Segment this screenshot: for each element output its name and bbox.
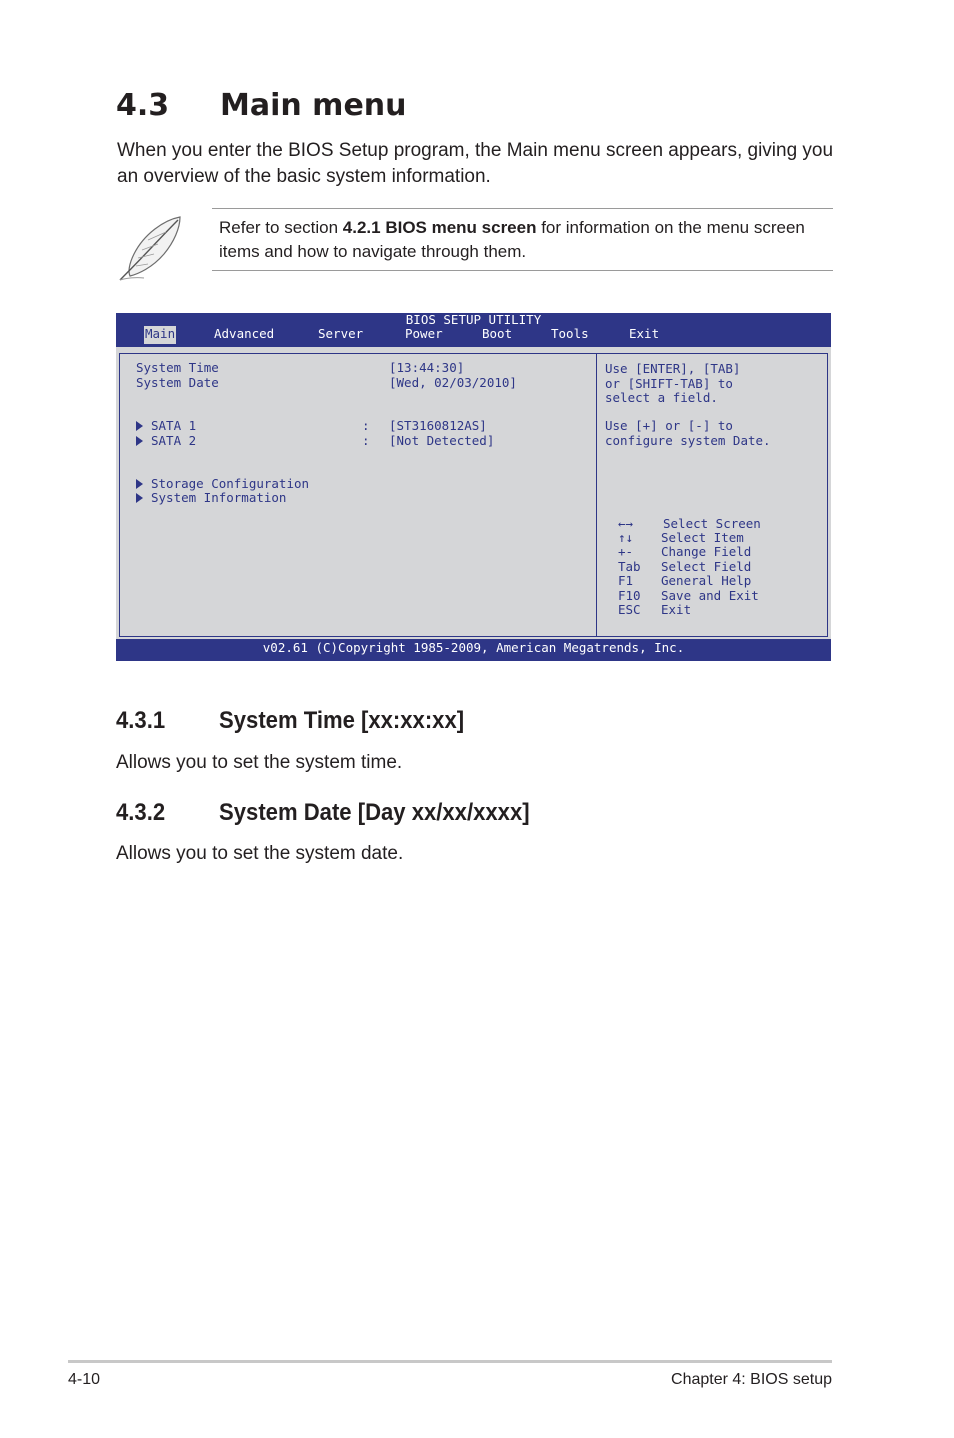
subsection-number: 4.3.1 xyxy=(116,707,166,734)
submenu-sata1[interactable] xyxy=(136,419,196,434)
footer-rule xyxy=(68,1360,832,1363)
note-reference: 4.2.1 BIOS menu screen xyxy=(342,218,537,237)
key-action: Change Field xyxy=(661,544,752,559)
note-suffix: for information on the menu screen items and how to navigate through them. xyxy=(219,218,805,261)
key-action: Save and Exit xyxy=(661,588,759,603)
section-title: Main menu xyxy=(220,88,407,123)
bios-tab-tools[interactable]: Tools xyxy=(551,326,589,341)
note-top-rule xyxy=(212,208,833,209)
note-bottom-rule xyxy=(212,270,833,271)
triangle-right-icon xyxy=(136,421,143,431)
help-line: select a field. xyxy=(605,390,718,405)
chapter-label: Chapter 4: BIOS setup xyxy=(671,1371,832,1388)
bios-copyright: v02.61 (C)Copyright 1985-2009, American Megatrends, Inc. xyxy=(262,640,685,655)
storage-configuration-label: Storage Configuration xyxy=(151,476,310,491)
field-system-date-value[interactable]: [Wed, 02/03/2010] xyxy=(389,375,517,390)
submenu-sata2[interactable] xyxy=(136,434,196,449)
key-f1: F1 xyxy=(618,573,634,588)
page-number: 4-10 xyxy=(68,1371,101,1388)
feather-note-icon xyxy=(114,214,186,282)
system-information-label: System Information xyxy=(151,490,287,505)
sata2-separator: : xyxy=(362,433,370,448)
bios-panel-divider xyxy=(596,353,597,637)
field-system-time-value[interactable]: [13:44:30] xyxy=(389,360,465,375)
field-system-time-label[interactable]: System Time xyxy=(136,360,219,375)
bios-screen xyxy=(116,313,831,661)
key-action: Select Screen xyxy=(663,516,761,531)
bios-tab-exit[interactable]: Exit xyxy=(629,326,660,341)
key-esc: ESC xyxy=(618,602,641,617)
bios-tab-power[interactable]: Power xyxy=(405,326,443,341)
section-number: 4.3 xyxy=(116,88,170,123)
sata1-label: SATA 1 xyxy=(151,418,197,433)
subsection-number: 4.3.2 xyxy=(116,799,166,826)
system-time-description: Allows you to set the system time. xyxy=(116,752,403,773)
key-action: Select Item xyxy=(661,530,744,545)
note-text xyxy=(219,216,831,264)
help-line: Use [+] or [-] to xyxy=(605,418,733,433)
key-f10: F10 xyxy=(618,588,641,603)
key-arrows-ud: ↑↓ xyxy=(618,530,634,545)
triangle-right-icon xyxy=(136,493,143,503)
sata1-separator: : xyxy=(362,418,370,433)
subsection-heading-system-time xyxy=(116,706,464,736)
key-tab: Tab xyxy=(618,559,641,574)
subsection-heading-system-date xyxy=(116,798,530,828)
bios-tab-advanced[interactable]: Advanced xyxy=(214,326,275,341)
submenu-system-information[interactable] xyxy=(136,491,286,506)
bios-tab-server[interactable]: Server xyxy=(318,326,364,341)
bios-tab-main[interactable]: Main xyxy=(144,326,176,344)
sata1-value: [ST3160812AS] xyxy=(389,418,487,433)
key-action: General Help xyxy=(661,573,752,588)
intro-paragraph: When you enter the BIOS Setup program, the Main menu screen appears, giving you an overview of the basic system information. xyxy=(117,140,834,187)
help-line: or [SHIFT-TAB] to xyxy=(605,376,733,391)
section-heading xyxy=(116,86,407,126)
key-action: Select Field xyxy=(661,559,752,574)
note-prefix: Refer to section xyxy=(219,218,343,237)
bios-tab-boot[interactable]: Boot xyxy=(482,326,513,341)
sata2-value: [Not Detected] xyxy=(389,433,495,448)
field-system-date-label[interactable]: System Date xyxy=(136,375,219,390)
system-date-description: Allows you to set the system date. xyxy=(116,843,404,864)
key-action: Exit xyxy=(661,602,692,617)
subsection-title: System Date [Day xx/xx/xxxx] xyxy=(219,799,530,826)
help-line: Use [ENTER], [TAB] xyxy=(605,361,741,376)
triangle-right-icon xyxy=(136,479,143,489)
bios-title: BIOS SETUP UTILITY xyxy=(405,312,542,327)
subsection-title: System Time [xx:xx:xx] xyxy=(219,707,465,734)
key-plus-minus: +- xyxy=(618,544,634,559)
sata2-label: SATA 2 xyxy=(151,433,197,448)
key-arrows-lr: ←→ xyxy=(618,516,634,531)
triangle-right-icon xyxy=(136,436,143,446)
help-line: configure system Date. xyxy=(605,433,771,448)
